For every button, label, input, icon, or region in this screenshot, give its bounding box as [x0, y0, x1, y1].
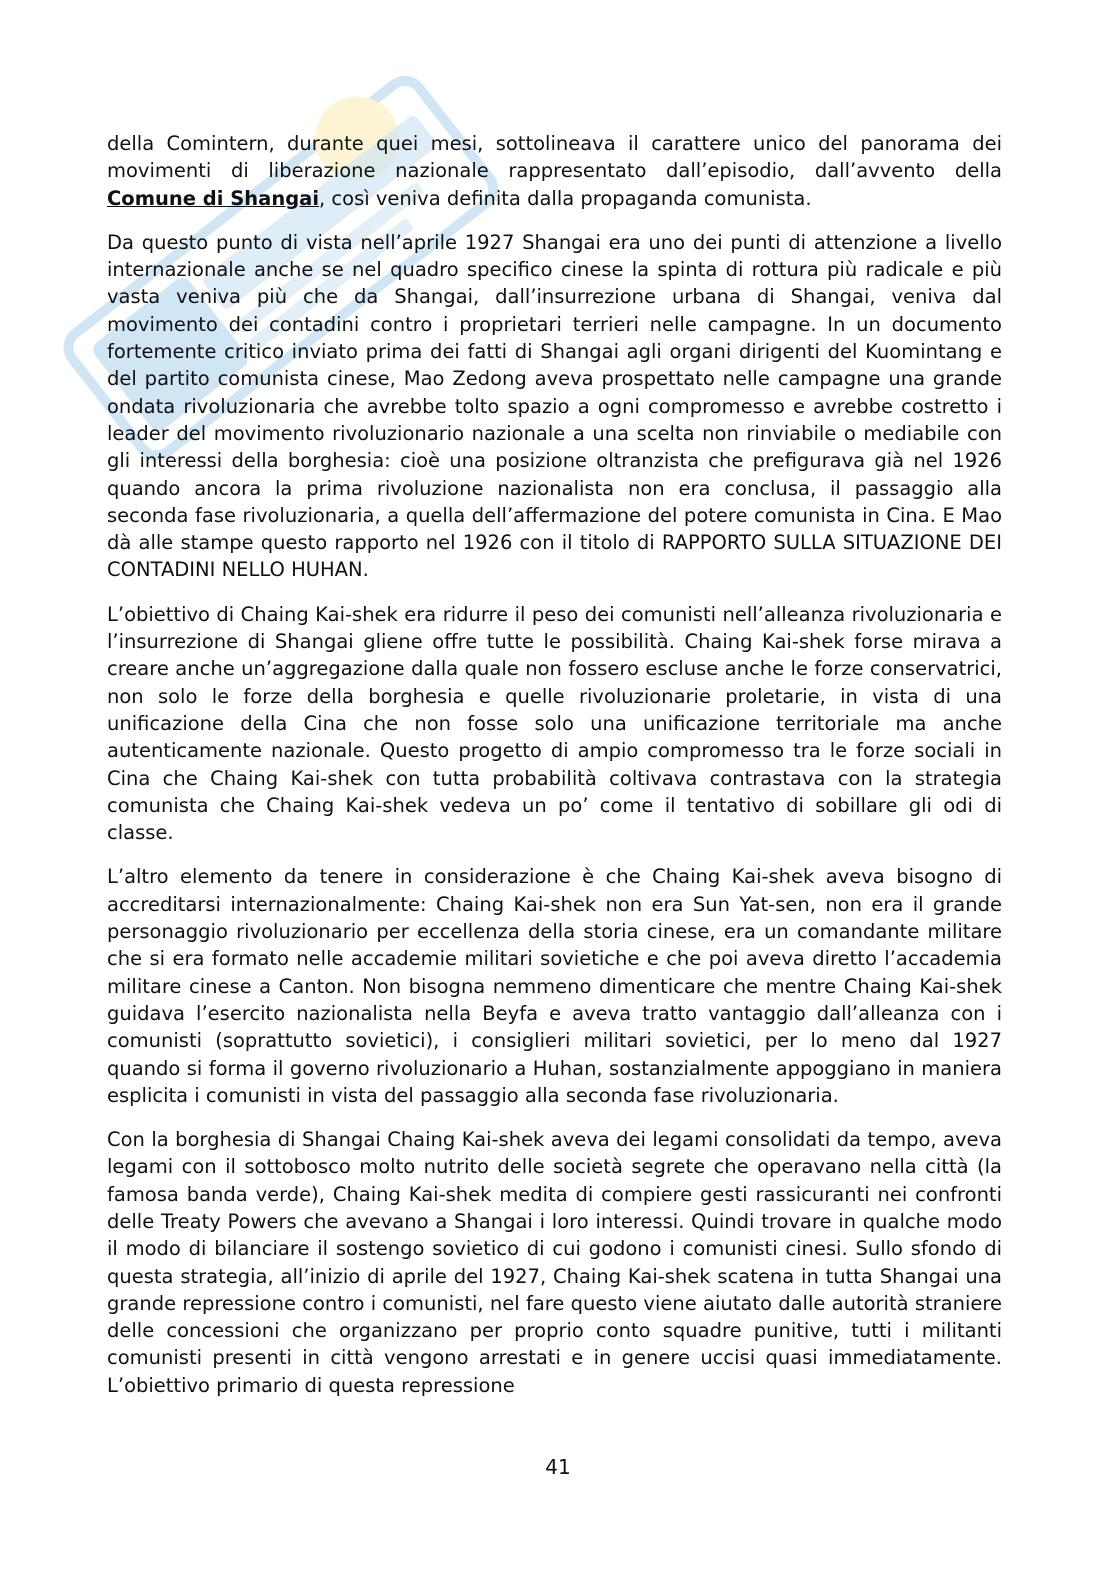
document-body: [107, 130, 1002, 1416]
comune-di-shangai-link[interactable]: Comune di Shangai: [107, 186, 320, 210]
paragraph-1-text-after: , così veniva definita dalla propaganda comunista.: [319, 186, 812, 210]
paragraph-2: Da questo punto di vista nell’aprile 1927 Shangai era uno dei punti di attenzione a livello internazionale anche se nel quadro specifico cinese la spinta di rottura più radicale e più vasta veniva più che da Shangai, dall’insurrezione urbana di Shangai, veniva dal movimento dei contadini contro i proprietari terrieri nelle campagne. In un documento fortemente critico inviato prima dei fatti di Shangai agli organi dirigenti del Kuomintang e del partito comunista cinese, Mao Zedong aveva prospettato nelle campagne una grande ondata rivoluzionaria che avrebbe tolto spazio a ogni compromesso e avrebbe costretto i leader del movimento rivoluzionario nazionale a una scelta non rinviabile o mediabile con gli interessi della borghesia: cioè una posizione oltranzista che prefigurava già nel 1926 quando ancora la prima rivoluzione nazionalista non era conclusa, il passaggio alla seconda fase rivoluzionaria, a quella dell’affermazione del potere comunista in Cina. E Mao dà alle stampe questo rapporto nel 1926 con il titolo di RAPPORTO SULLA SITUAZIONE DEI CONTADINI NELLO HUHAN.: [107, 230, 1002, 582]
page-number: 41: [545, 1455, 571, 1479]
paragraph-1: [107, 130, 1002, 212]
paragraph-4: L’altro elemento da tenere in considerazione è che Chaing Kai-shek aveva bisogno di accreditarsi internazionalmente: Chaing Kai-shek non era Sun Yat-sen, non era il grande personaggio rivoluzionario per eccellenza della storia cinese, era un comandante militare che si era formato nelle accademie militari sovietiche e che poi aveva diretto l’accademia militare cinese a Canton. Non bisogna nemmeno dimenticare che mentre Chaing Kai-shek guidava l’esercito nazionalista nella Beyfa e aveva tratto vantaggio dall’alleanza con i comunisti (soprattutto sovietici), i consiglieri militari sovietici, per lo meno dal 1927 quando si forma il governo rivoluzionario a Huhan, sostanzialmente appoggiano in maniera esplicita i comunisti in vista del passaggio alla seconda fase rivoluzionaria.: [107, 865, 1002, 1107]
paragraph-5: Con la borghesia di Shangai Chaing Kai-shek aveva dei legami consolidati da tempo, aveva legami con il sottobosco molto nutrito delle società segrete che operavano nella città (la famosa banda verde), Chaing Kai-shek medita di compiere gesti rassicuranti nei confronti delle Treaty Powers che avevano a Shangai i loro interessi. Quindi trovare in qualche modo il modo di bilanciare il sostengo sovietico di cui godono i comunisti cinesi. Sullo sfondo di questa strategia, all’inizio di aprile del 1927, Chaing Kai-shek scatena in tutta Shangai una grande repressione contro i comunisti, nel fare questo viene aiutato dalle autorità straniere delle concessioni che organizzano per proprio conto squadre punitive, tutti i militanti comunisti presenti in città vengono arrestati e in genere uccisi quasi immediatamente. L’obiettivo primario di questa repressione: [107, 1128, 1002, 1397]
paragraph-1-text-before: della Comintern, durante quei mesi, sottolineava il carattere unico del panorama dei movimenti di liberazione nazionale rappresentato dall’episodio, dall’avvento della: [107, 132, 1002, 183]
paragraph-3: L’obiettivo di Chaing Kai-shek era ridurre il peso dei comunisti nell’alleanza rivoluzionaria e l’insurrezione di Shangai gliene offre tutte le possibilità. Chaing Kai-shek forse mirava a creare anche un’aggregazione dalla quale non fossero escluse anche le forze conservatrici, non solo le forze della borghesia e quelle rivoluzionarie proletarie, in vista di una unificazione della Cina che non fosse solo una unificazione territoriale ma anche autenticamente nazionale. Questo progetto di ampio compromesso tra le forze sociali in Cina che Chaing Kai-shek con tutta probabilità coltivava contrastava con la strategia comunista che Chaing Kai-shek vedeva un po’ come il tentativo di sobillare gli odi di classe.: [107, 602, 1002, 845]
